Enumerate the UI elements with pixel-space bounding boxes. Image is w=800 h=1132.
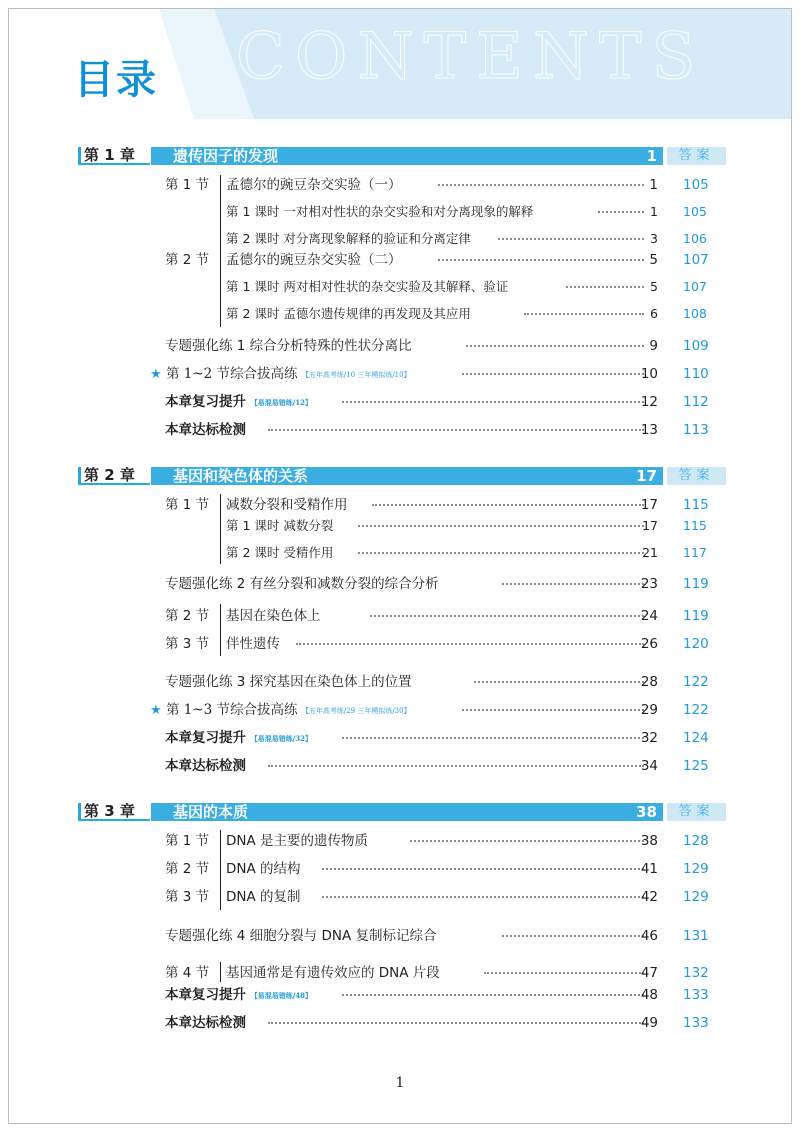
entry-answer-page: 132 [683,965,709,981]
chapter-title-bar [151,467,663,485]
entry-title: 伴性遗传 [226,636,280,652]
chapter-label: 第 2 章 [78,467,150,485]
entry-title: 第 1 课时 减数分裂 [226,518,334,533]
entry-title: 孟德尔的豌豆杂交实验（一） [226,177,402,193]
section-label: 第 2 节 [165,861,210,877]
entry-title: DNA 的结构 [226,861,301,877]
chapter-page: 1 [646,147,657,165]
entry-page: 12 [640,394,658,410]
entry-page: 5 [649,252,658,268]
chapter-title-bar [151,147,663,165]
toc-entry[interactable] [0,495,800,515]
toc-entry[interactable] [0,543,800,563]
toc-entry[interactable] [0,756,800,776]
leader-dots [524,313,644,315]
chapter-page: 17 [636,467,657,485]
section-label: 第 1 节 [165,833,210,849]
entry-title: 基因通常是有遗传效应的 DNA 片段 [226,965,440,981]
leader-dots [502,583,644,585]
toc-entry[interactable] [0,672,800,692]
entry-page: 21 [642,545,658,560]
entry-answer-page: 107 [683,279,707,294]
entry-answer-page: 124 [683,730,709,746]
entry-tag: 【易混易错练/12】 [250,398,313,407]
entry-title: 专题强化练 1 综合分析特殊的性状分离比 [165,338,412,354]
entry-title: 本章复习提升 【易混易错练/12】 [165,394,313,410]
entry-title: 本章达标检测 [165,422,246,438]
leader-dots [342,994,644,996]
toc-entry[interactable] [0,304,800,324]
toc-entry[interactable] [0,926,800,946]
entry-page: 17 [640,497,658,513]
entry-title: ★ 第 1~2 节综合拔高练 【五年高考练/10 三年模拟练/10】 [150,366,411,382]
toc-entry[interactable] [0,420,800,440]
entry-answer-page: 105 [683,177,709,193]
section-label: 第 1 节 [165,177,210,193]
leader-dots [358,552,644,554]
toc-entry[interactable] [0,700,800,720]
entry-answer-page: 119 [683,608,709,624]
entry-title: 本章复习提升 【易混易错练/32】 [165,730,313,746]
entry-answer-page: 133 [683,1015,709,1031]
answer-label: 答案 [667,467,726,485]
entry-page: 5 [650,279,658,294]
chapter-label: 第 1 章 [78,147,150,165]
leader-dots [268,765,644,767]
leader-dots [462,709,644,711]
entry-title: DNA 是主要的遗传物质 [226,833,369,849]
entry-title: 第 1 课时 两对相对性状的杂交实验及其解释、验证 [226,279,509,294]
leader-dots [322,868,644,870]
leader-dots [342,737,644,739]
entry-page: 41 [640,861,658,877]
entry-title: 专题强化练 3 探究基因在染色体上的位置 [165,674,412,690]
entry-answer-page: 107 [683,252,709,268]
leader-dots [370,615,644,617]
entry-page: 1 [650,204,658,219]
entry-page: 3 [650,231,658,246]
entry-answer-page: 110 [683,366,709,382]
star-icon: ★ [150,703,162,718]
leader-dots [342,401,644,403]
toc-entry[interactable] [0,728,800,748]
toc-entry[interactable] [0,277,800,297]
leader-dots [466,345,644,347]
entry-page: 42 [640,889,658,905]
entry-page: 17 [642,518,658,533]
entry-tag: 【五年高考练/10 三年模拟练/10】 [301,371,411,379]
entry-page: 47 [640,965,658,981]
leader-dots [322,896,644,898]
toc-entry[interactable] [0,250,800,270]
entry-answer-page: 125 [683,758,709,774]
entry-answer-page: 131 [683,928,709,944]
chapter-page: 38 [636,803,657,821]
chapter-title: 基因和染色体的关系 [173,467,309,485]
contents-watermark: CONTENTS [236,20,706,94]
chapter-title: 基因的本质 [173,803,249,821]
entry-title: 专题强化练 2 有丝分裂和减数分裂的综合分析 [165,576,439,592]
toc-entry[interactable] [0,175,800,195]
entry-answer-page: 106 [683,231,707,246]
entry-title: 孟德尔的豌豆杂交实验（二） [226,252,402,268]
toc-entry[interactable] [0,229,800,249]
entry-title: DNA 的复制 [226,889,301,905]
leader-dots [502,935,644,937]
star-icon: ★ [150,367,162,382]
entry-title: 专题强化练 4 细胞分裂与 DNA 复制标记综合 [165,928,437,944]
section-label: 第 2 节 [165,608,210,624]
entry-answer-page: 133 [683,987,709,1003]
entry-title: 基因在染色体上 [226,608,321,624]
entry-page: 32 [640,730,658,746]
entry-answer-page: 105 [683,204,707,219]
entry-page: 48 [640,987,658,1003]
section-label: 第 1 节 [165,497,210,513]
entry-answer-page: 129 [683,889,709,905]
entry-page: 28 [640,674,658,690]
entry-tag: 【易混易错练/48】 [250,991,313,1000]
entry-answer-page: 117 [683,545,707,560]
toc-entry[interactable] [0,516,800,536]
entry-page: 24 [640,608,658,624]
leader-dots [566,286,644,288]
entry-page: 49 [640,1015,658,1031]
entry-page: 6 [650,306,658,321]
entry-title: 第 2 课时 对分离现象解释的验证和分离定律 [226,231,471,246]
entry-page: 26 [640,636,658,652]
chapter-header-1[interactable] [78,147,726,165]
leader-dots [598,211,644,213]
entry-page: 38 [640,833,658,849]
toc-entry[interactable] [0,831,800,851]
chapter-header-2[interactable] [78,467,726,485]
leader-dots [268,429,644,431]
leader-dots [438,259,644,261]
entry-title: 本章复习提升 【易混易错练/48】 [165,987,313,1003]
leader-dots [498,238,644,240]
page-title: 目录 [74,57,158,103]
leader-dots [358,525,644,527]
entry-answer-page: 122 [683,702,709,718]
toc-entry[interactable] [0,364,800,384]
section-label: 第 3 节 [165,636,210,652]
chapter-label: 第 3 章 [78,803,150,821]
toc-entry[interactable] [0,963,800,983]
entry-title: 第 2 课时 受精作用 [226,545,334,560]
leader-dots [372,504,644,506]
entry-title: 本章达标检测 [165,758,246,774]
entry-answer-page: 129 [683,861,709,877]
section-label: 第 3 节 [165,889,210,905]
answer-label: 答案 [667,803,726,821]
entry-title: 本章达标检测 [165,1015,246,1031]
entry-answer-page: 112 [683,394,709,410]
entry-page: 9 [649,338,658,354]
toc-entry[interactable] [0,202,800,222]
toc-entry[interactable] [0,336,800,356]
leader-dots [462,373,644,375]
toc-entry[interactable] [0,985,800,1005]
toc-entry[interactable] [0,1013,800,1033]
entry-page: 46 [640,928,658,944]
toc-entry[interactable] [0,634,800,654]
toc-entry[interactable] [0,392,800,412]
entry-answer-page: 113 [683,422,709,438]
entry-page: 13 [640,422,658,438]
toc-entry[interactable] [0,887,800,907]
entry-tag: 【五年高考练/29 三年模拟练/30】 [301,707,411,715]
entry-answer-page: 120 [683,636,709,652]
leader-dots [268,1022,644,1024]
entry-title: 第 1 课时 一对相对性状的杂交实验和对分离现象的解释 [226,204,534,219]
toc-entry[interactable] [0,606,800,626]
leader-dots [410,840,644,842]
entry-tag: 【易混易错练/32】 [250,734,313,743]
entry-page: 10 [640,366,658,382]
chapter-title: 遗传因子的发现 [173,147,279,165]
page-number: 1 [395,1075,405,1091]
entry-page: 23 [640,576,658,592]
entry-answer-page: 115 [683,518,707,533]
chapter-header-3[interactable] [78,803,726,821]
chapter-title-bar [151,803,663,821]
entry-answer-page: 108 [683,306,707,321]
entry-page: 34 [640,758,658,774]
entry-title: ★ 第 1~3 节综合拔高练 【五年高考练/29 三年模拟练/30】 [150,702,411,718]
answer-label: 答案 [667,147,726,165]
section-label: 第 2 节 [165,252,210,268]
entry-answer-page: 109 [683,338,709,354]
leader-dots [438,184,644,186]
entry-answer-page: 128 [683,833,709,849]
entry-title: 第 2 课时 孟德尔遗传规律的再发现及其应用 [226,306,471,321]
toc-entry[interactable] [0,859,800,879]
leader-dots [474,681,644,683]
leader-dots [296,643,644,645]
entry-title: 减数分裂和受精作用 [226,497,348,513]
entry-page: 29 [640,702,658,718]
leader-dots [484,972,644,974]
section-label: 第 4 节 [165,965,210,981]
entry-answer-page: 122 [683,674,709,690]
entry-answer-page: 119 [683,576,709,592]
toc-entry[interactable] [0,574,800,594]
entry-page: 1 [649,177,658,193]
entry-answer-page: 115 [683,497,709,513]
